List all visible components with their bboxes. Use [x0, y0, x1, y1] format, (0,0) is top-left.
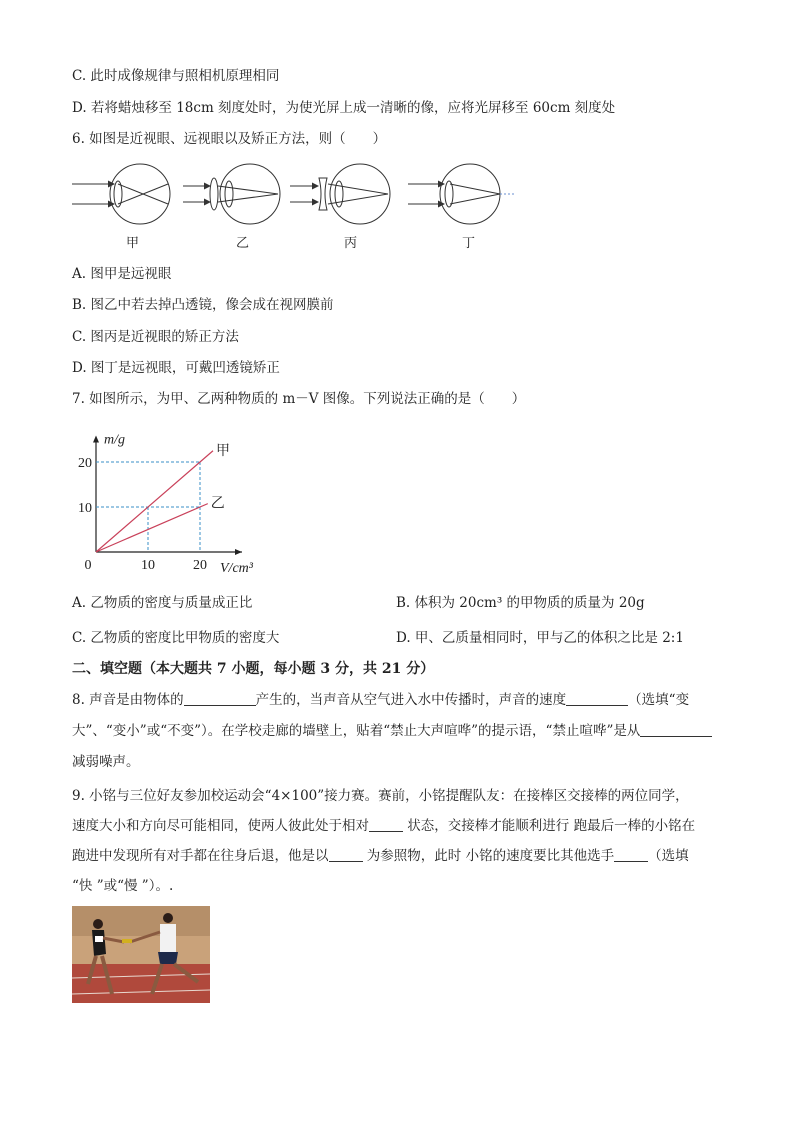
eye-label-bing: 丙: [344, 236, 358, 251]
q5-option-c: C. 此时成像规律与照相机原理相同: [72, 68, 280, 84]
series-line-1: [96, 504, 208, 552]
series-label-1: 乙: [210, 495, 225, 512]
x-axis-arrow: [235, 549, 242, 555]
q7-option-d: D. 甲、乙质量相同时，甲与乙的体积之比是 2:1: [396, 630, 684, 646]
q6-option-c: C. 图丙是近视眼的矫正方法: [72, 329, 239, 345]
q8-line1: 8. 声音是由物体的 产生的，当声音从空气进入水中传播时，声音的速度 （选填“变: [72, 692, 690, 708]
q9-line1: 9. 小铭与三位好友参加校运动会“4×100”接力赛。赛前，小铭提醒队友：在接棒区交接棒的两位同学，: [72, 788, 689, 804]
q7-stem: 7. 如图所示，为甲、乙两种物质的 m－V 图像。下列说法正确的是（ ）: [72, 391, 526, 407]
q6-option-a: A. 图甲是远视眼: [72, 266, 172, 282]
eye-diagram-ding: [408, 164, 514, 224]
q9-line4: “快 ”或“慢 ”）。.: [72, 878, 174, 894]
q8-blank-3[interactable]: [640, 722, 712, 737]
q9-line3: 跑进中发现所有对手都在往身后退，他是以 为参照物，此时 小铭的速度要比其他选手 （选填: [72, 848, 689, 864]
q6-option-b: B. 图乙中若去掉凸透镜，像会成在视网膜前: [72, 297, 334, 313]
y-axis-arrow: [93, 436, 99, 443]
eye-diagram-yi: [183, 164, 280, 224]
q8-line3: 减弱噪声。: [72, 754, 140, 770]
q7-option-a: A. 乙物质的密度与质量成正比: [72, 595, 253, 611]
q5-option-d: D. 若将蜡烛移至 18cm 刻度处时，为使光屏上成一清晰的像，应将光屏移至 60cm 刻度处: [72, 100, 616, 116]
y-tick-label-1: 20: [78, 456, 92, 471]
eye-label-ding: 丁: [462, 236, 476, 251]
y-tick-label-0: 10: [78, 501, 92, 516]
eye-label-yi: 乙: [236, 236, 250, 251]
q9-blank-2[interactable]: [329, 847, 363, 862]
q8-blank-2[interactable]: [566, 691, 628, 706]
x-tick-label-2: 20: [193, 558, 207, 573]
eye-diagram-jia: [72, 164, 170, 224]
eye-label-jia: 甲: [126, 236, 140, 251]
series-label-0: 甲: [216, 442, 230, 459]
q7-option-b: B. 体积为 20cm³ 的甲物质的质量为 20g: [396, 595, 645, 611]
q9-line2: 速度大小和方向尽可能相同，使两人彼此处于相对 状态，交接棒才能顺利进行 跑最后一棒的小铭在: [72, 818, 696, 834]
relay-race-photo: [72, 906, 210, 1003]
x-tick-label-0: 0: [84, 558, 92, 573]
x-axis-label: V/cm³: [220, 561, 253, 576]
q7-option-c: C. 乙物质的密度比甲物质的密度大: [72, 630, 280, 646]
q6-option-d: D. 图丁是远视眼，可戴凹透镜矫正: [72, 360, 280, 376]
mass-volume-graph: [70, 420, 270, 580]
q9-blank-3[interactable]: [614, 847, 648, 862]
series-line-0: [96, 451, 213, 552]
eye-diagram-bing: [290, 164, 390, 224]
q6-stem: 6. 如图是近视眼、远视眼以及矫正方法，则（ ）: [72, 131, 387, 147]
x-tick-label-1: 10: [141, 558, 155, 573]
q8-line2: 大”、“变小”或“不变”）。在学校走廊的墙壁上，贴着“禁止大声喧哗”的提示语，“禁止喧哗”是从: [72, 721, 712, 741]
section2-heading: 二、填空题（本大题共 7 小题，每小题 3 分，共 21 分）: [72, 661, 435, 677]
q9-blank-1[interactable]: [369, 817, 403, 832]
eye-diagrams-figure: [68, 160, 538, 252]
y-axis-label: m/g: [104, 432, 125, 448]
q8-blank-1[interactable]: [184, 691, 256, 706]
